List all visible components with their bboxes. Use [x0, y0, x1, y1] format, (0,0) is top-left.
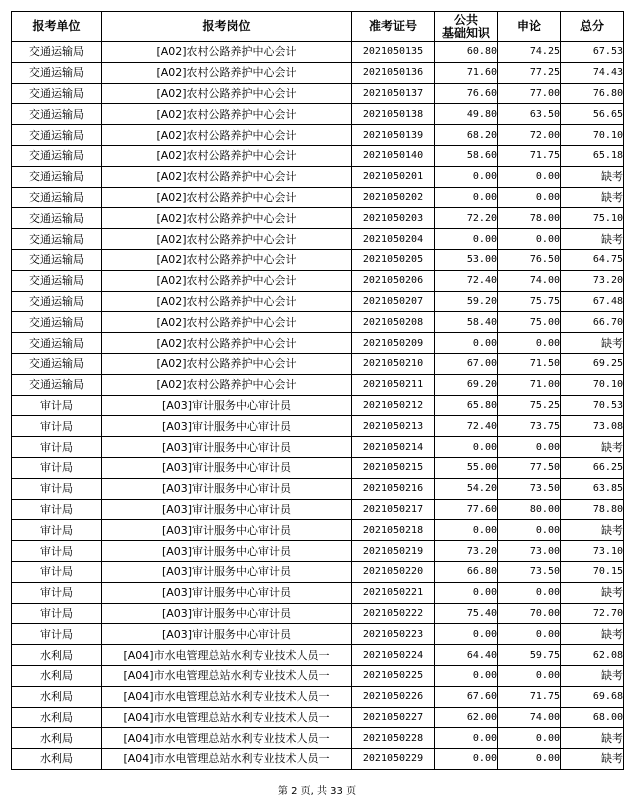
total-score-cell: 缺考	[561, 728, 624, 749]
post-cell: [A03]审计服务中心审计员	[102, 437, 352, 458]
public-score-cell: 0.00	[435, 333, 498, 354]
essay-score-cell: 74.00	[498, 270, 561, 291]
total-score-cell: 66.70	[561, 312, 624, 333]
unit-cell: 审计局	[12, 582, 102, 603]
public-score-cell: 73.20	[435, 541, 498, 562]
exam-id-cell: 2021050215	[352, 457, 435, 478]
unit-cell: 审计局	[12, 561, 102, 582]
unit-cell: 审计局	[12, 499, 102, 520]
exam-id-cell: 2021050214	[352, 437, 435, 458]
unit-cell: 审计局	[12, 395, 102, 416]
post-cell: [A03]审计服务中心审计员	[102, 395, 352, 416]
public-score-cell: 69.20	[435, 374, 498, 395]
public-score-cell: 49.80	[435, 104, 498, 125]
post-cell: [A02]农村公路养护中心会计	[102, 62, 352, 83]
essay-score-cell: 71.75	[498, 145, 561, 166]
total-score-cell: 73.10	[561, 541, 624, 562]
exam-id-cell: 2021050206	[352, 270, 435, 291]
total-score-cell: 64.75	[561, 249, 624, 270]
total-score-cell: 缺考	[561, 229, 624, 250]
header-public	[435, 12, 498, 42]
unit-cell: 交通运输局	[12, 83, 102, 104]
total-score-cell: 72.70	[561, 603, 624, 624]
total-score-cell: 缺考	[561, 582, 624, 603]
unit-cell: 水利局	[12, 728, 102, 749]
essay-score-cell: 74.25	[498, 42, 561, 63]
header-post: 报考岗位	[102, 12, 352, 42]
table-row	[12, 499, 624, 520]
table-row	[12, 145, 624, 166]
post-cell: [A02]农村公路养护中心会计	[102, 270, 352, 291]
essay-score-cell: 70.00	[498, 603, 561, 624]
table-row	[12, 478, 624, 499]
exam-id-cell: 2021050208	[352, 312, 435, 333]
total-score-cell: 70.10	[561, 125, 624, 146]
exam-id-cell: 2021050137	[352, 83, 435, 104]
post-cell: [A03]审计服务中心审计员	[102, 561, 352, 582]
total-score-cell: 缺考	[561, 166, 624, 187]
post-cell: [A02]农村公路养护中心会计	[102, 353, 352, 374]
public-score-cell: 72.40	[435, 270, 498, 291]
post-cell: [A02]农村公路养护中心会计	[102, 208, 352, 229]
unit-cell: 水利局	[12, 707, 102, 728]
essay-score-cell: 59.75	[498, 645, 561, 666]
table-row	[12, 582, 624, 603]
total-score-cell: 缺考	[561, 624, 624, 645]
post-cell: [A02]农村公路养护中心会计	[102, 291, 352, 312]
table-row	[12, 83, 624, 104]
exam-id-cell: 2021050227	[352, 707, 435, 728]
public-score-cell: 0.00	[435, 582, 498, 603]
table-row	[12, 291, 624, 312]
post-cell: [A03]审计服务中心审计员	[102, 603, 352, 624]
exam-id-cell: 2021050207	[352, 291, 435, 312]
public-score-cell: 71.60	[435, 62, 498, 83]
public-score-cell: 0.00	[435, 749, 498, 770]
unit-cell: 交通运输局	[12, 125, 102, 146]
total-score-cell: 67.48	[561, 291, 624, 312]
unit-cell: 水利局	[12, 665, 102, 686]
exam-id-cell: 2021050212	[352, 395, 435, 416]
exam-id-cell: 2021050201	[352, 166, 435, 187]
essay-score-cell: 0.00	[498, 728, 561, 749]
table-row	[12, 395, 624, 416]
exam-id-cell: 2021050220	[352, 561, 435, 582]
total-score-cell: 65.18	[561, 145, 624, 166]
public-score-cell: 62.00	[435, 707, 498, 728]
exam-id-cell: 2021050209	[352, 333, 435, 354]
post-cell: [A02]农村公路养护中心会计	[102, 312, 352, 333]
unit-cell: 审计局	[12, 624, 102, 645]
unit-cell: 审计局	[12, 478, 102, 499]
table-row	[12, 665, 624, 686]
essay-score-cell: 72.00	[498, 125, 561, 146]
table-row	[12, 520, 624, 541]
total-score-cell: 63.85	[561, 478, 624, 499]
essay-score-cell: 76.50	[498, 249, 561, 270]
total-score-cell: 69.25	[561, 353, 624, 374]
exam-id-cell: 2021050140	[352, 145, 435, 166]
public-score-cell: 64.40	[435, 645, 498, 666]
public-score-cell: 0.00	[435, 187, 498, 208]
unit-cell: 交通运输局	[12, 42, 102, 63]
essay-score-cell: 73.75	[498, 416, 561, 437]
public-score-cell: 76.60	[435, 83, 498, 104]
header-id: 准考证号	[352, 12, 435, 42]
essay-score-cell: 75.75	[498, 291, 561, 312]
header-unit: 报考单位	[12, 12, 102, 42]
unit-cell: 审计局	[12, 416, 102, 437]
table-row	[12, 353, 624, 374]
table-row	[12, 416, 624, 437]
public-score-cell: 0.00	[435, 624, 498, 645]
exam-id-cell: 2021050217	[352, 499, 435, 520]
essay-score-cell: 0.00	[498, 166, 561, 187]
post-cell: [A02]农村公路养护中心会计	[102, 166, 352, 187]
public-score-cell: 0.00	[435, 437, 498, 458]
essay-score-cell: 77.00	[498, 83, 561, 104]
exam-id-cell: 2021050219	[352, 541, 435, 562]
essay-score-cell: 0.00	[498, 582, 561, 603]
exam-id-cell: 2021050218	[352, 520, 435, 541]
exam-id-cell: 2021050223	[352, 624, 435, 645]
exam-id-cell: 2021050226	[352, 686, 435, 707]
unit-cell: 交通运输局	[12, 270, 102, 291]
table-row	[12, 62, 624, 83]
unit-cell: 交通运输局	[12, 62, 102, 83]
score-table	[11, 11, 624, 770]
table-row	[12, 541, 624, 562]
essay-score-cell: 75.00	[498, 312, 561, 333]
total-score-cell: 73.20	[561, 270, 624, 291]
total-score-cell: 缺考	[561, 333, 624, 354]
header-public-line1: 公共	[453, 12, 478, 27]
exam-id-cell: 2021050202	[352, 187, 435, 208]
table-row	[12, 749, 624, 770]
post-cell: [A03]审计服务中心审计员	[102, 457, 352, 478]
total-score-cell: 缺考	[561, 187, 624, 208]
post-cell: [A02]农村公路养护中心会计	[102, 374, 352, 395]
post-cell: [A02]农村公路养护中心会计	[102, 42, 352, 63]
table-row	[12, 333, 624, 354]
post-cell: [A02]农村公路养护中心会计	[102, 333, 352, 354]
unit-cell: 审计局	[12, 603, 102, 624]
post-cell: [A03]审计服务中心审计员	[102, 520, 352, 541]
post-cell: [A02]农村公路养护中心会计	[102, 104, 352, 125]
total-score-cell: 70.10	[561, 374, 624, 395]
unit-cell: 水利局	[12, 749, 102, 770]
total-score-cell: 70.53	[561, 395, 624, 416]
total-score-cell: 69.68	[561, 686, 624, 707]
unit-cell: 交通运输局	[12, 333, 102, 354]
essay-score-cell: 77.50	[498, 457, 561, 478]
table-row	[12, 686, 624, 707]
unit-cell: 审计局	[12, 520, 102, 541]
post-cell: [A04]市水电管理总站水利专业技术人员一	[102, 749, 352, 770]
unit-cell: 交通运输局	[12, 249, 102, 270]
post-cell: [A04]市水电管理总站水利专业技术人员一	[102, 686, 352, 707]
public-score-cell: 72.40	[435, 416, 498, 437]
exam-id-cell: 2021050211	[352, 374, 435, 395]
post-cell: [A04]市水电管理总站水利专业技术人员一	[102, 728, 352, 749]
table-body	[12, 42, 624, 770]
essay-score-cell: 71.75	[498, 686, 561, 707]
public-score-cell: 67.60	[435, 686, 498, 707]
unit-cell: 交通运输局	[12, 229, 102, 250]
post-cell: [A02]农村公路养护中心会计	[102, 145, 352, 166]
total-score-cell: 70.15	[561, 561, 624, 582]
header-row	[12, 12, 624, 42]
essay-score-cell: 78.00	[498, 208, 561, 229]
total-score-cell: 67.53	[561, 42, 624, 63]
table-row	[12, 624, 624, 645]
table-row	[12, 645, 624, 666]
total-score-cell: 78.80	[561, 499, 624, 520]
exam-id-cell: 2021050222	[352, 603, 435, 624]
exam-id-cell: 2021050136	[352, 62, 435, 83]
exam-id-cell: 2021050139	[352, 125, 435, 146]
public-score-cell: 65.80	[435, 395, 498, 416]
unit-cell: 审计局	[12, 541, 102, 562]
public-score-cell: 59.20	[435, 291, 498, 312]
essay-score-cell: 63.50	[498, 104, 561, 125]
total-score-cell: 75.10	[561, 208, 624, 229]
post-cell: [A02]农村公路养护中心会计	[102, 83, 352, 104]
table-row	[12, 42, 624, 63]
public-score-cell: 72.20	[435, 208, 498, 229]
essay-score-cell: 0.00	[498, 437, 561, 458]
public-score-cell: 0.00	[435, 166, 498, 187]
table-row	[12, 728, 624, 749]
public-score-cell: 68.20	[435, 125, 498, 146]
exam-id-cell: 2021050221	[352, 582, 435, 603]
public-score-cell: 66.80	[435, 561, 498, 582]
header-total: 总分	[561, 12, 624, 42]
post-cell: [A02]农村公路养护中心会计	[102, 125, 352, 146]
header-public-line2: 基础知识	[441, 25, 490, 40]
table-row	[12, 457, 624, 478]
table-row	[12, 125, 624, 146]
post-cell: [A03]审计服务中心审计员	[102, 582, 352, 603]
exam-id-cell: 2021050205	[352, 249, 435, 270]
page-footer: 第 2 页, 共 33 页	[277, 786, 357, 797]
essay-score-cell: 80.00	[498, 499, 561, 520]
post-cell: [A03]审计服务中心审计员	[102, 624, 352, 645]
unit-cell: 交通运输局	[12, 291, 102, 312]
table-row	[12, 270, 624, 291]
exam-id-cell: 2021050138	[352, 104, 435, 125]
public-score-cell: 0.00	[435, 229, 498, 250]
public-score-cell: 53.00	[435, 249, 498, 270]
unit-cell: 交通运输局	[12, 312, 102, 333]
total-score-cell: 62.08	[561, 645, 624, 666]
public-score-cell: 67.00	[435, 353, 498, 374]
post-cell: [A03]审计服务中心审计员	[102, 478, 352, 499]
essay-score-cell: 71.50	[498, 353, 561, 374]
unit-cell: 交通运输局	[12, 104, 102, 125]
public-score-cell: 0.00	[435, 520, 498, 541]
public-score-cell: 0.00	[435, 728, 498, 749]
exam-id-cell: 2021050210	[352, 353, 435, 374]
unit-cell: 交通运输局	[12, 374, 102, 395]
post-cell: [A02]农村公路养护中心会计	[102, 249, 352, 270]
unit-cell: 交通运输局	[12, 166, 102, 187]
essay-score-cell: 0.00	[498, 229, 561, 250]
essay-score-cell: 74.00	[498, 707, 561, 728]
essay-score-cell: 73.00	[498, 541, 561, 562]
header-essay: 申论	[498, 12, 561, 42]
table-row	[12, 437, 624, 458]
total-score-cell: 缺考	[561, 437, 624, 458]
unit-cell: 交通运输局	[12, 208, 102, 229]
table-row	[12, 603, 624, 624]
exam-id-cell: 2021050216	[352, 478, 435, 499]
unit-cell: 水利局	[12, 645, 102, 666]
essay-score-cell: 0.00	[498, 749, 561, 770]
total-score-cell: 缺考	[561, 749, 624, 770]
unit-cell: 审计局	[12, 437, 102, 458]
exam-id-cell: 2021050213	[352, 416, 435, 437]
exam-id-cell: 2021050229	[352, 749, 435, 770]
essay-score-cell: 73.50	[498, 561, 561, 582]
total-score-cell: 缺考	[561, 665, 624, 686]
essay-score-cell: 75.25	[498, 395, 561, 416]
post-cell: [A04]市水电管理总站水利专业技术人员一	[102, 645, 352, 666]
table-row	[12, 561, 624, 582]
total-score-cell: 73.08	[561, 416, 624, 437]
table-row	[12, 229, 624, 250]
exam-id-cell: 2021050224	[352, 645, 435, 666]
post-cell: [A04]市水电管理总站水利专业技术人员一	[102, 665, 352, 686]
unit-cell: 交通运输局	[12, 187, 102, 208]
total-score-cell: 66.25	[561, 457, 624, 478]
total-score-cell: 74.43	[561, 62, 624, 83]
essay-score-cell: 0.00	[498, 624, 561, 645]
public-score-cell: 58.60	[435, 145, 498, 166]
essay-score-cell: 71.00	[498, 374, 561, 395]
essay-score-cell: 0.00	[498, 333, 561, 354]
essay-score-cell: 0.00	[498, 665, 561, 686]
table-row	[12, 104, 624, 125]
post-cell: [A02]农村公路养护中心会计	[102, 187, 352, 208]
table-row	[12, 166, 624, 187]
unit-cell: 审计局	[12, 457, 102, 478]
public-score-cell: 54.20	[435, 478, 498, 499]
post-cell: [A04]市水电管理总站水利专业技术人员一	[102, 707, 352, 728]
table-row	[12, 208, 624, 229]
essay-score-cell: 77.25	[498, 62, 561, 83]
post-cell: [A03]审计服务中心审计员	[102, 541, 352, 562]
table-row	[12, 312, 624, 333]
table-row	[12, 249, 624, 270]
unit-cell: 水利局	[12, 686, 102, 707]
public-score-cell: 55.00	[435, 457, 498, 478]
public-score-cell: 60.80	[435, 42, 498, 63]
exam-id-cell: 2021050228	[352, 728, 435, 749]
essay-score-cell: 73.50	[498, 478, 561, 499]
total-score-cell: 56.65	[561, 104, 624, 125]
post-cell: [A03]审计服务中心审计员	[102, 416, 352, 437]
essay-score-cell: 0.00	[498, 520, 561, 541]
table-row	[12, 187, 624, 208]
table-row	[12, 374, 624, 395]
exam-id-cell: 2021050203	[352, 208, 435, 229]
exam-id-cell: 2021050204	[352, 229, 435, 250]
public-score-cell: 75.40	[435, 603, 498, 624]
essay-score-cell: 0.00	[498, 187, 561, 208]
total-score-cell: 缺考	[561, 520, 624, 541]
public-score-cell: 0.00	[435, 665, 498, 686]
total-score-cell: 68.00	[561, 707, 624, 728]
exam-id-cell: 2021050225	[352, 665, 435, 686]
post-cell: [A02]农村公路养护中心会计	[102, 229, 352, 250]
post-cell: [A03]审计服务中心审计员	[102, 499, 352, 520]
exam-id-cell: 2021050135	[352, 42, 435, 63]
public-score-cell: 58.40	[435, 312, 498, 333]
table-row	[12, 707, 624, 728]
unit-cell: 交通运输局	[12, 353, 102, 374]
unit-cell: 交通运输局	[12, 145, 102, 166]
public-score-cell: 77.60	[435, 499, 498, 520]
total-score-cell: 76.80	[561, 83, 624, 104]
